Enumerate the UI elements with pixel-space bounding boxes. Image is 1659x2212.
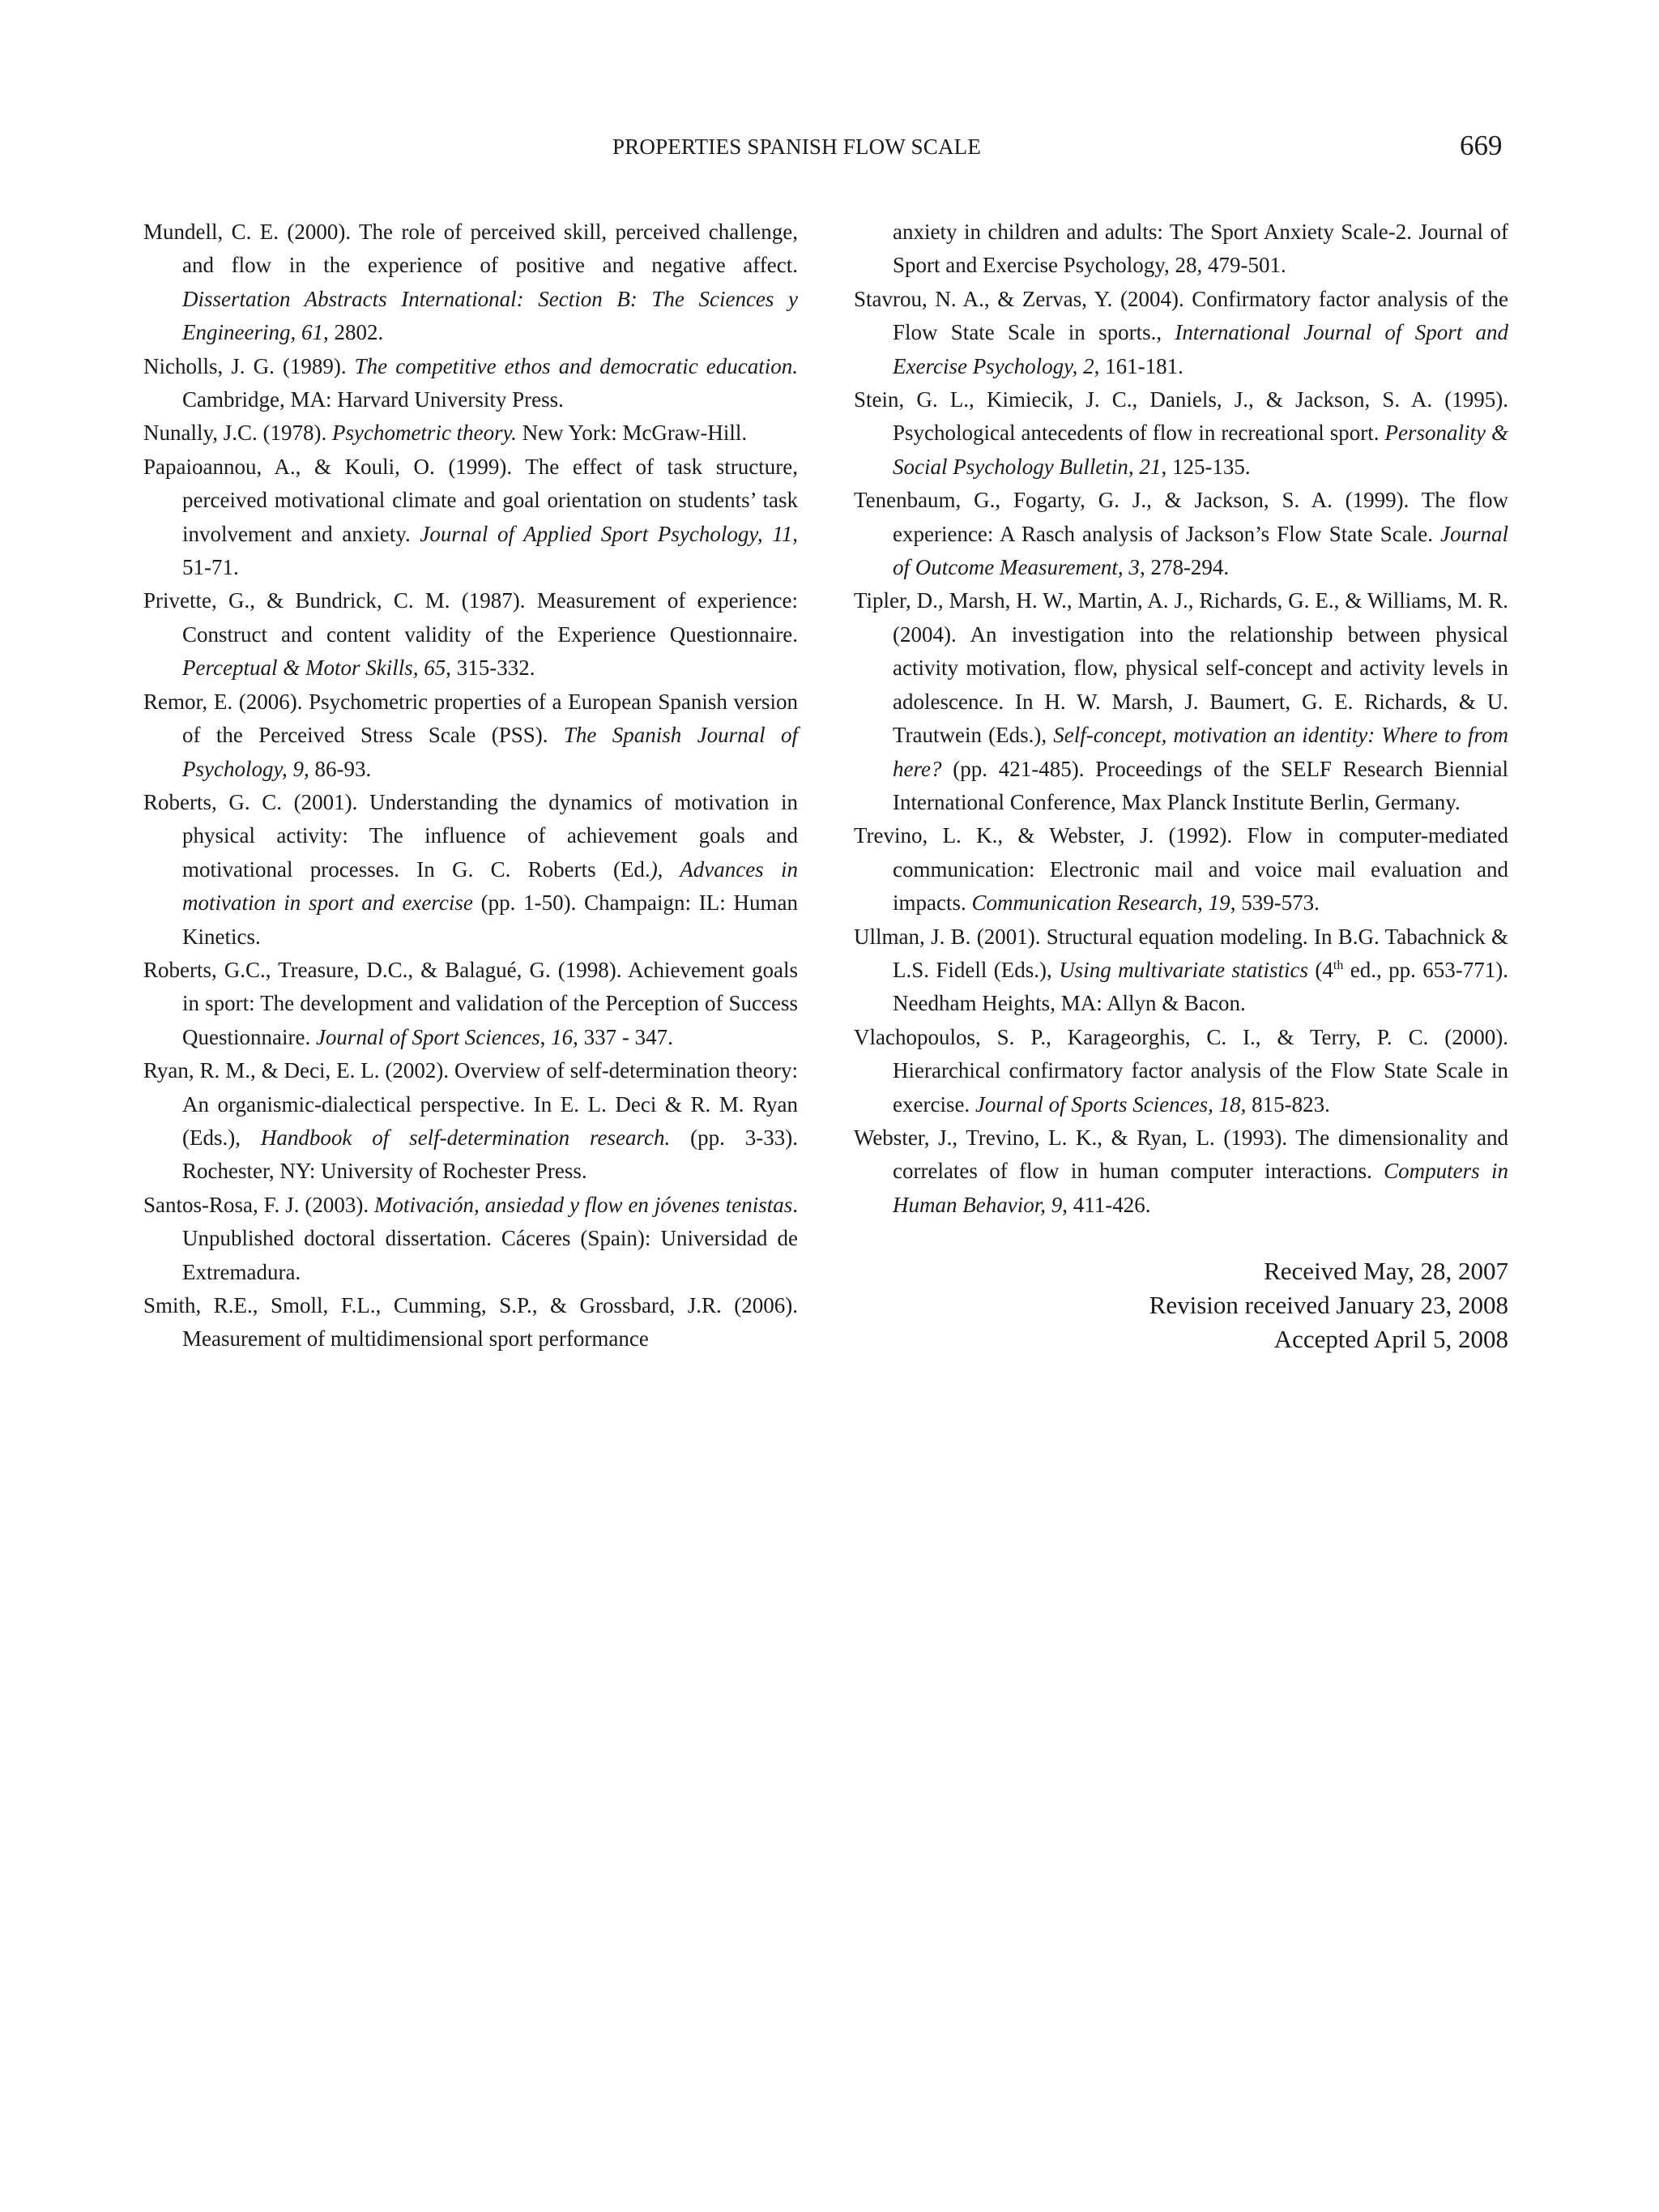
reference-text: Roberts, G.C., Treasure, D.C., & Balagué, G. (1998). Achievement goals in sport: The development and validation of the Perception of Success Questionnaire. xyxy=(143,957,798,1049)
reference-italic-text: Using multivariate statistics xyxy=(1059,957,1308,982)
reference-text: (pp. 3-33). Rochester, NY: University of Rochester Press. xyxy=(182,1125,799,1184)
reference-italic-text: Motivación, ansiedad y flow en jóvenes tenistas xyxy=(374,1192,793,1217)
reference-text: , 315-332. xyxy=(446,655,535,681)
reference-entry xyxy=(143,1054,798,1189)
reference-entry xyxy=(143,1189,798,1289)
reference-continuation xyxy=(854,216,1508,283)
reference-text: 86-93. xyxy=(309,756,372,781)
reference-italic-text: Handbook of self-determination research. xyxy=(260,1125,671,1150)
reference-italic-text: Computers in Human Behavior, 9 xyxy=(893,1159,1508,1217)
reference-text: (pp. 1-50). Champaign: IL: Human Kinetics. xyxy=(182,890,798,949)
reference-text: . Unpublished doctoral dissertation. Cáceres (Spain): Universidad de Extremadura. xyxy=(182,1192,798,1284)
reference-text: , 411-426. xyxy=(1062,1192,1151,1217)
reference-entry xyxy=(854,584,1508,819)
reference-text: , 2802. xyxy=(322,320,384,345)
reference-text: Nunally, J.C. (1978). xyxy=(143,421,332,446)
reference-text: , 337 - 347. xyxy=(573,1024,673,1049)
accepted-date: Accepted April 5, 2008 xyxy=(1273,1325,1508,1354)
page-number: 669 xyxy=(1460,130,1503,161)
reference-text: Privette, G., & Bundrick, C. M. (1987). Measurement of experience: Construct and content validity of the Experience Questionnaire. xyxy=(143,588,798,647)
reference-italic-text: Psychometric theory. xyxy=(331,421,517,446)
reference-text: Ullman, J. B. (2001). Structural equation modeling. In B.G. Tabachnick & L.S. Fidell (Eds.), xyxy=(854,924,1508,982)
reference-text: 51-71. xyxy=(182,555,239,580)
reference-text: Ryan, R. M., & Deci, E. L. (2002). Overview of self-determination theory: An organismic-dialectical perspective. In E. L. Deci & R. M. Ryan (Eds.), xyxy=(143,1058,798,1150)
reference-italic-text: International Journal of Sport and Exercise Psychology, 2 xyxy=(893,320,1508,378)
reference-text: , xyxy=(539,1024,552,1049)
reference-italic-text: The competitive ethos and democratic education. xyxy=(354,353,798,378)
reference-entry xyxy=(854,819,1508,920)
reference-entry xyxy=(854,383,1508,484)
reference-entry xyxy=(854,283,1508,383)
reference-entry xyxy=(854,1021,1508,1121)
reference-text: (4 xyxy=(1307,957,1333,982)
references-left-column xyxy=(143,216,798,1356)
reference-text: (pp. 421-485). Proceedings of the SELF Research Biennial International Conference, Max Planck Institute Berlin, Germany. xyxy=(893,756,1508,814)
reference-text: anxiety in children and adults: The Sport Anxiety Scale-2. xyxy=(893,220,1419,244)
reference-text: Mundell, C. E. (2000). The role of perceived skill, perceived challenge, and flow in the experience of positive and negative affect. xyxy=(143,220,798,278)
reference-text: Stein, G. L., Kimiecik, J. C., Daniels, J., & Jackson, S. A. (1995). Psychological antecedents of flow in recreational sport. xyxy=(854,387,1508,446)
reference-entry xyxy=(143,685,798,786)
running-head: PROPERTIES SPANISH FLOW SCALE xyxy=(612,135,982,159)
reference-entry xyxy=(143,350,798,417)
reference-italic-text: Journal of Sport and Exercise Psychology xyxy=(893,220,1508,278)
reference-text: Papaioannou, A., & Kouli, O. (1999). The effect of task structure, perceived motivational climate and goal orientation on students’ task involvement and anxiety. xyxy=(143,454,798,546)
reference-entry xyxy=(143,451,798,585)
reference-text: , 479-501. xyxy=(1196,253,1286,278)
reference-text: , 539-573. xyxy=(1230,890,1320,916)
reference-italic-text: Dissertation Abstracts International: Section B: The Sciences y Engineering, 61 xyxy=(182,286,798,345)
reference-entry xyxy=(854,1121,1508,1222)
reference-text: Trevino, L. K., & Webster, J. (1992). Flow in computer-mediated communication: Electronic mail and voice mail evaluation and impacts. xyxy=(854,823,1508,916)
reference-entry xyxy=(143,416,798,450)
reference-italic-text: Communication Research, 19 xyxy=(971,890,1230,916)
reference-italic-text: Self-concept, motivation an identity: Where to from here? xyxy=(893,723,1508,781)
revision-date: Revision received January 23, 2008 xyxy=(1149,1291,1508,1320)
reference-italic-text: Personality & Social Psychology Bulletin, 21 xyxy=(893,421,1508,479)
reference-text: th xyxy=(1333,958,1344,972)
reference-list-right xyxy=(854,283,1508,1222)
reference-italic-text: 28 xyxy=(1175,253,1197,278)
reference-text: Tenenbaum, G., Fogarty, G. J., & Jackson, S. A. (1999). The flow experience: A Rasch analysis of Jackson’s Flow State Scale. xyxy=(854,488,1508,546)
reference-text: 815-823. xyxy=(1246,1091,1330,1117)
reference-text: Tipler, D., Marsh, H. W., Martin, A. J., Richards, G. E., & Williams, M. R. (2004). An investigation into the relationship between physical activity motivation, flow, physical self-concept and activity levels in adolescence. In H. W. Marsh, J. Baumert, G. E. Richards, & U. Trautwein (Eds.), xyxy=(854,588,1508,748)
reference-text: Smith, R.E., Smoll, F.L., Cumming, S.P., & Grossbard, J.R. (2006). Measurement of multidimensional sport performance xyxy=(143,1293,798,1352)
reference-italic-text: Journal of Sports Sciences, 18, xyxy=(975,1091,1247,1117)
reference-entry xyxy=(143,786,798,954)
reference-entry xyxy=(854,484,1508,584)
reference-list-left xyxy=(143,216,798,1356)
reference-text: ed., pp. 653-771). Needham Heights, MA: Allyn & Bacon. xyxy=(893,957,1508,1016)
reference-text: , 278-294. xyxy=(1139,555,1230,580)
reference-text: , 161-181. xyxy=(1094,353,1183,378)
reference-italic-text: Journal of Outcome Measurement, 3 xyxy=(893,521,1508,580)
reference-italic-text: Journal of Applied Sport Psychology, 11, xyxy=(420,521,798,546)
reference-italic-text: Journal of Sport Sciences xyxy=(315,1024,540,1049)
reference-text: Cambridge, MA: Harvard University Press. xyxy=(182,387,564,412)
reference-italic-text: The Spanish Journal of Psychology, 9, xyxy=(182,723,798,781)
reference-text: Stavrou, N. A., & Zervas, Y. (2004). Confirmatory factor analysis of the Flow State Scale in sports., xyxy=(854,286,1508,345)
reference-italic-text: ), Advances in motivation in sport and exercise xyxy=(182,856,798,916)
reference-text: , 125-135. xyxy=(1161,454,1251,479)
reference-text: Nicholls, J. G. (1989). xyxy=(143,353,355,378)
reference-italic-text: Perceptual & Motor Skills, 65 xyxy=(182,655,446,681)
reference-entry xyxy=(854,920,1508,1021)
references-right-column xyxy=(854,216,1508,1356)
received-date: Received May, 28, 2007 xyxy=(1264,1257,1508,1286)
reference-text: Webster, J., Trevino, L. K., & Ryan, L. (1993). The dimensionality and correlates of flow in human computer interactions. xyxy=(854,1125,1508,1184)
reference-entry xyxy=(143,954,798,1054)
reference-entry xyxy=(143,216,798,350)
reference-text: New York: McGraw-Hill. xyxy=(516,421,748,446)
reference-entry xyxy=(143,1289,798,1356)
reference-text: Vlachopoulos, S. P., Karageorghis, C. I., & Terry, P. C. (2000). Hierarchical confirmatory factor analysis of the Flow State Scale in exercise. xyxy=(854,1024,1508,1117)
submission-dates xyxy=(854,1254,1508,1356)
reference-italic-text: 16 xyxy=(551,1024,574,1049)
reference-text: Roberts, G. C. (2001). Understanding the dynamics of motivation in physical activity: The influence of achievement goals and motivational processes. In G. C. Roberts (Ed. xyxy=(143,789,798,882)
reference-text: , xyxy=(1163,253,1175,278)
reference-text: Santos-Rosa, F. J. (2003). xyxy=(143,1192,375,1217)
reference-text: Remor, E. (2006). Psychometric properties of a European Spanish version of the Perceived Stress Scale (PSS). xyxy=(143,689,798,748)
reference-entry xyxy=(143,584,798,685)
